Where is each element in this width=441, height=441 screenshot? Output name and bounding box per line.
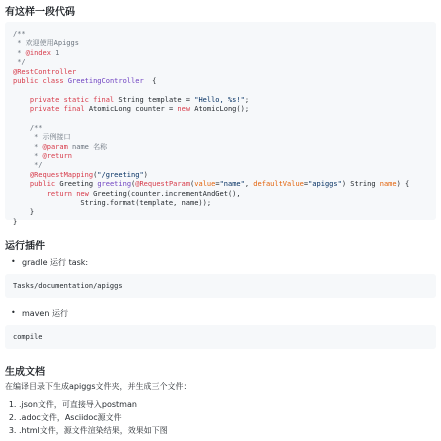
- code-token: [13, 161, 30, 169]
- code-token: (: [131, 180, 136, 189]
- code-token: /**: [13, 30, 26, 38]
- maven-bullet: [12, 308, 68, 319]
- code-token: * 欢迎使用Apiggs: [13, 39, 79, 48]
- code-token: AtomicLong();: [194, 105, 250, 114]
- code-line: [13, 86, 436, 95]
- gradle-code: Tasks/documentation/apiggs: [13, 282, 123, 290]
- code-token: ) String: [341, 180, 380, 189]
- code-token: [13, 133, 30, 141]
- code-token: =: [215, 180, 220, 189]
- code-token: ) {: [396, 180, 410, 189]
- gradle-code-block: [5, 274, 436, 298]
- code-token: 1: [50, 48, 60, 57]
- maven-code: compile: [13, 333, 43, 341]
- gradle-bullet: [12, 257, 88, 268]
- code-token: (: [190, 180, 195, 189]
- docs-list-item: 2. .adoc文件，Asciidoc源文件: [19, 411, 168, 424]
- code-token: [13, 143, 30, 151]
- docs-list-item: 3. .html文件，源文件渲染结果，效果如下图: [19, 424, 168, 437]
- code-token: [13, 124, 30, 132]
- code-line: [13, 133, 436, 142]
- code-token: ): [143, 170, 148, 179]
- code-token: name: [379, 180, 397, 189]
- code-token: "Hello, %s!": [194, 95, 245, 104]
- code-token: @param: [42, 142, 68, 151]
- heading-plugin: 运行插件: [5, 241, 45, 252]
- code-token: [13, 152, 30, 160]
- maven-code-block: [5, 325, 436, 349]
- heading-code: 有这样一段代码: [5, 7, 75, 18]
- code-line: [13, 208, 436, 217]
- code-token: [13, 180, 30, 188]
- code-line: [13, 171, 436, 180]
- code-token: defaultValue: [253, 180, 304, 189]
- code-token: "name": [219, 180, 245, 189]
- code-token: Greeting(counter.incrementAndGet(),: [93, 189, 241, 198]
- code-token: Greeting: [59, 180, 98, 189]
- code-token: return new: [46, 189, 94, 198]
- code-token: public class: [13, 76, 68, 85]
- code-token: */: [29, 161, 43, 170]
- code-line: [13, 124, 436, 133]
- code-token: /**: [29, 123, 43, 132]
- code-token: *: [29, 142, 43, 151]
- code-line: [13, 190, 436, 199]
- code-token: =: [303, 180, 309, 189]
- code-token: ;: [244, 95, 250, 104]
- code-token: "apiggs": [308, 180, 342, 189]
- code-line: [13, 68, 436, 77]
- code-line: [13, 161, 436, 170]
- code-token: */: [13, 58, 26, 67]
- code-token: [13, 171, 30, 179]
- java-code: [5, 22, 436, 227]
- code-token: public: [29, 180, 60, 189]
- docs-list-item: 1. .json文件，可直接导入postman: [19, 398, 168, 411]
- code-token: String.format(template, name));: [13, 199, 212, 208]
- docs-intro: 在编译目录下生成apiggs文件夹，并生成三个文件：: [5, 382, 192, 391]
- code-line: [13, 96, 436, 105]
- code-token: name 名称: [67, 142, 108, 151]
- code-token: ,: [244, 180, 254, 189]
- code-token: }: [13, 217, 18, 226]
- code-token: private final: [29, 105, 89, 114]
- code-token: [13, 105, 30, 113]
- code-line: [13, 77, 436, 86]
- code-line: [13, 49, 436, 58]
- code-token: @return: [42, 152, 73, 161]
- code-line: [13, 180, 436, 189]
- java-code-block: [5, 22, 436, 226]
- code-token: * 示例接口: [29, 133, 71, 142]
- code-token: private static final: [29, 95, 119, 104]
- code-line: [13, 39, 436, 48]
- code-token: value: [194, 180, 216, 189]
- code-token: [13, 190, 47, 198]
- code-token: }: [13, 208, 35, 217]
- code-token: GreetingController: [67, 76, 144, 85]
- heading-docs: 生成文档: [5, 367, 45, 378]
- code-token: {: [143, 76, 157, 85]
- code-token: (: [93, 170, 98, 179]
- code-token: new: [177, 105, 195, 114]
- code-token: *: [29, 152, 43, 161]
- code-line: [13, 199, 436, 208]
- code-line: [13, 143, 436, 152]
- maven-bullet-text: maven 运行: [22, 309, 68, 318]
- code-line: [13, 58, 436, 67]
- docs-list: [5, 398, 168, 437]
- code-line: [13, 105, 436, 114]
- code-token: String template =: [118, 95, 195, 104]
- code-token: *: [13, 48, 26, 57]
- code-token: greeting: [97, 180, 132, 189]
- code-token: @RequestParam: [135, 180, 191, 189]
- code-line: [13, 152, 436, 161]
- gradle-bullet-text: gradle 运行 task:: [22, 258, 89, 267]
- code-token: [13, 96, 30, 104]
- code-line: [13, 218, 436, 227]
- code-token: @index: [25, 48, 51, 57]
- code-token: "/greeting": [97, 170, 144, 179]
- code-line: [13, 115, 436, 124]
- code-token: @RestController: [13, 67, 77, 76]
- code-line: [13, 30, 436, 39]
- code-token: AtomicLong counter =: [88, 105, 178, 114]
- code-token: @RequestMapping: [29, 170, 94, 179]
